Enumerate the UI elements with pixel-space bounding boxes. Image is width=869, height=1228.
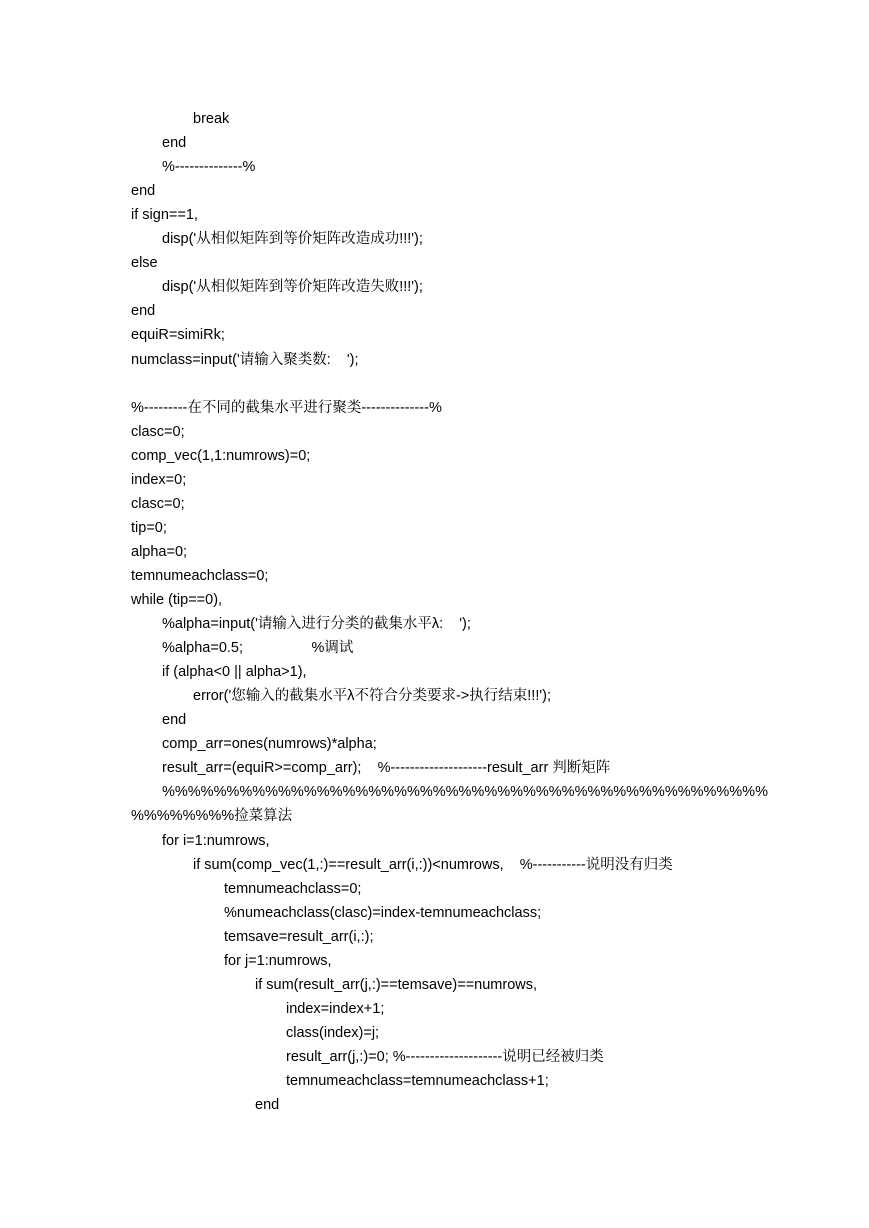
code-line: end (131, 183, 156, 199)
code-line: temnumeachclass=temnumeachclass+1; (286, 1073, 549, 1089)
code-line: if sign==1, (131, 207, 198, 223)
code-line: result_arr(j,:)=0; %--------------------说明已经被归类 (286, 1049, 604, 1065)
code-line: clasc=0; (131, 496, 185, 512)
code-line: %numeachclass(clasc)=index-temnumeachclass; (224, 905, 542, 921)
code-line: %--------------% (162, 159, 256, 175)
code-line: class(index)=j; (286, 1025, 380, 1041)
code-line: disp('从相似矩阵到等价矩阵改造成功!!!'); (162, 231, 423, 247)
code-line: else (131, 255, 158, 271)
code-line: if (alpha<0 || alpha>1), (162, 664, 307, 680)
code-line: temsave=result_arr(i,:); (224, 929, 374, 945)
code-line: error('您输入的截集水平λ不符合分类要求->执行结束!!!'); (193, 688, 551, 704)
code-line: break (193, 111, 230, 127)
code-line: clasc=0; (131, 424, 185, 440)
code-line: equiR=simiRk; (131, 327, 225, 343)
code-line: numclass=input('请输入聚类数: '); (131, 352, 359, 368)
code-line: result_arr=(equiR>=comp_arr); %--------------------result_arr 判断矩阵 (162, 760, 611, 776)
code-line: while (tip==0), (131, 592, 223, 608)
code-line: index=index+1; (286, 1001, 385, 1017)
code-line: alpha=0; (131, 544, 188, 560)
code-line: %---------在不同的截集水平进行聚类--------------% (131, 400, 442, 416)
code-line: %%%%%%%%%%%%%%%%%%%%%%%%%%%%%%%%%%%%%%%%%%%%%%% (162, 784, 768, 800)
code-line: index=0; (131, 472, 187, 488)
code-line: disp('从相似矩阵到等价矩阵改造失败!!!'); (162, 279, 423, 295)
code-line: end (255, 1097, 280, 1113)
code-line: comp_arr=ones(numrows)*alpha; (162, 736, 377, 752)
code-line: %%%%%%%%捡菜算法 (131, 808, 293, 824)
code-line: for i=1:numrows, (162, 833, 270, 849)
code-line: tip=0; (131, 520, 167, 536)
code-line: end (162, 712, 187, 728)
code-line: temnumeachclass=0; (131, 568, 269, 584)
code-line: comp_vec(1,1:numrows)=0; (131, 448, 311, 464)
code-line: if sum(comp_vec(1,:)==result_arr(i,:))<numrows, %-----------说明没有归类 (193, 857, 673, 873)
code-line: temnumeachclass=0; (224, 881, 362, 897)
code-line: end (162, 135, 187, 151)
code-line: for j=1:numrows, (224, 953, 332, 969)
code-line: %alpha=0.5; %调试 (162, 640, 354, 656)
code-line: if sum(result_arr(j,:)==temsave)==numrows, (255, 977, 538, 993)
code-line: end (131, 303, 156, 319)
code-line: %alpha=input('请输入进行分类的截集水平λ: '); (162, 616, 471, 632)
